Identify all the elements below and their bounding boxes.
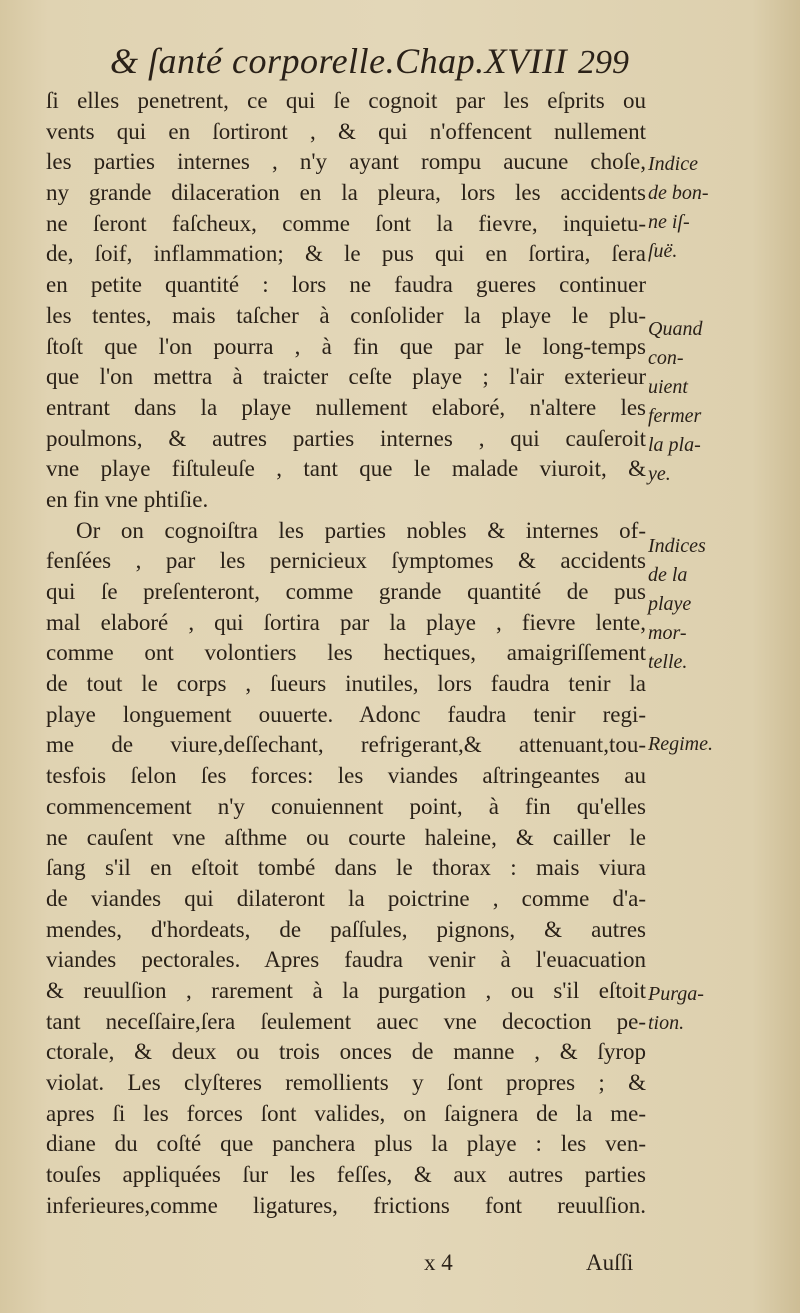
text-line: tant neceſſaire,ſera ſeulement auec vne decoction pe- [46, 1008, 646, 1034]
running-head: & ſanté corporelle.Chap.XVIII [110, 41, 568, 81]
margin-note-line: Indices [648, 535, 706, 557]
text-line: ctorale, & deux ou trois onces de manne , & ſyrop [46, 1039, 646, 1065]
text-line: inferieures,comme ligatures, frictions font reuulſion. [46, 1192, 646, 1218]
text-line: tesfois ſelon ſes forces: les viandes aſtringeantes au [46, 763, 646, 789]
text-line: mendes, d'hordeats, de paſſules, pignons, & autres [46, 916, 646, 942]
text-line: les tentes, mais taſcher à conſolider la playe le plu- [46, 302, 646, 328]
margin-note-line: tion. [648, 1012, 685, 1034]
margin-note-line: con- [648, 347, 684, 369]
margin-note-line: telle. [648, 651, 688, 673]
text-line: fenſées , par les pernicieux ſymptomes & accidents [46, 548, 646, 574]
text-line: diane du coſté que panchera plus la playe : les ven- [46, 1131, 646, 1157]
page-number: 299 [578, 44, 629, 81]
text-line: ny grande dilaceration en la pleura, lors les accidents [46, 180, 646, 206]
text-line: ne ſeront faſcheux, comme ſont la fievre, inquietu- [46, 210, 646, 236]
text-line: vents qui en ſortiront , & qui n'offencent nullement [46, 118, 646, 144]
margin-note-quand [648, 315, 793, 489]
margin-note-regime [648, 730, 793, 759]
margin-note-line: ne iſ- [648, 211, 690, 233]
text-line: vne playe fiſtuleuſe , tant que le malade viuroit, & [46, 456, 646, 482]
text-line: comme ont volontiers les hectiques, amaigriſſement [46, 640, 646, 666]
text-line: mal elaboré , qui ſortira par la playe , fievre lente, [46, 609, 646, 635]
text-line: de, ſoif, inflammation; & le pus qui en ſortira, ſera [46, 241, 646, 267]
margin-note-line: de bon- [648, 182, 709, 204]
text-line: de viandes qui dilateront la poictrine , comme d'a- [46, 885, 646, 911]
margin-note-line: de la [648, 564, 688, 586]
text-line: violat. Les clyſteres remollients y ſont propres ; & [46, 1070, 646, 1095]
text-line: me de viure,deſſechant, refrigerant,& attenuant,tou- [46, 732, 646, 758]
text-line: ſang s'il en eſtoit tombé dans le thorax : mais viura [46, 855, 646, 881]
text-line: Or on cognoiſtra les parties nobles & internes of- [76, 517, 646, 543]
signature-mark: x 4 [424, 1250, 453, 1275]
text-line: playe longuement ouuerte. Adonc faudra tenir regi- [46, 701, 646, 727]
margin-note-purgation [648, 980, 793, 1038]
margin-note-line: playe [648, 593, 692, 615]
margin-note-line: Regime. [648, 733, 713, 755]
text-line: de tout le corps , ſueurs inutiles, lors faudra tenir la [46, 671, 646, 697]
text-line: qui ſe preſenteront, comme grande quantité de pus [46, 579, 646, 604]
text-line: & reuulſion , rarement à la purgation , ou s'il eſtoit [46, 977, 646, 1003]
text-line: ſi elles penetrent, ce qui ſe cognoit par les eſprits ou [46, 88, 646, 113]
margin-note-line: Purga- [648, 983, 704, 1005]
text-line: en fin vne phtiſie. [46, 486, 209, 512]
margin-note-line: mor- [648, 622, 687, 644]
text-line: les parties internes , n'y ayant rompu aucune choſe, [46, 149, 646, 175]
text-line: viandes pectorales. Apres faudra venir à l'euacuation [46, 947, 646, 973]
margin-note-line: ye. [648, 463, 671, 485]
margin-note-line: la pla- [648, 434, 701, 456]
text-line: apres ſi les forces ſont valides, on ſaignera de la me- [46, 1100, 646, 1126]
margin-note-indice [648, 150, 793, 266]
text-line: entrant dans la playe nullement elaboré, n'altere les [46, 394, 646, 420]
catchword: Auſſi [586, 1250, 634, 1275]
margin-note-line: ſuë. [648, 240, 678, 262]
margin-note-line: uient [648, 376, 688, 398]
text-line: ſtoſt que l'on pourra , à fin que par le long-temps [46, 333, 646, 359]
text-line: ne cauſent vne aſthme ou courte haleine, & cailler le [46, 824, 646, 850]
text-line: en petite quantité : lors ne faudra gueres continuer [46, 272, 646, 298]
margin-note-indices [648, 532, 793, 677]
text-line: poulmons, & autres parties internes , qui cauſeroit [46, 425, 646, 451]
text-line: touſes appliquées ſur les feſſes, & aux autres parties [46, 1162, 646, 1188]
main-text [46, 86, 646, 1221]
margin-note-line: Quand [648, 318, 703, 340]
text-line: que l'on mettra à traicter ceſte playe ; l'air exterieur [46, 364, 646, 390]
text-line: commencement n'y conuiennent point, à fin qu'elles [46, 793, 646, 819]
margin-note-line: fermer [648, 405, 702, 427]
margin-note-line: Indice [648, 153, 698, 175]
